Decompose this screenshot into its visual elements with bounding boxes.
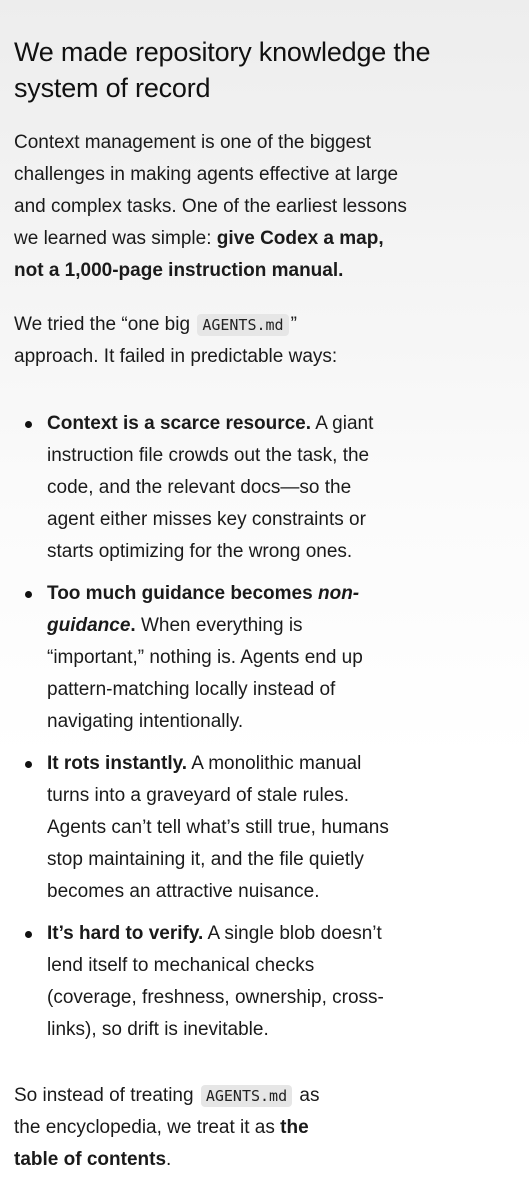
- conclusion-text-middle: as the encyclopedia, we treat it as: [14, 1085, 320, 1138]
- agents-md-code: AGENTS.md: [197, 314, 288, 336]
- tried-paragraph: [14, 309, 344, 373]
- intro-paragraph: [14, 127, 414, 287]
- list-item-text: [47, 408, 402, 568]
- list-item-body: A monolithic manual turns into a graveyard of stale rules. Agents can’t tell what’s still true, humans stop maintaining it, and the file quietly becomes an attractive nuisance.: [47, 753, 389, 902]
- bullet-dot-icon: [25, 591, 32, 598]
- bullet-dot-icon: [25, 931, 32, 938]
- failure-list: [14, 408, 515, 1046]
- conclusion-paragraph: [14, 1080, 344, 1176]
- list-item: [14, 748, 515, 908]
- tried-text-after: ” approach. It failed in predictable ways:: [14, 314, 338, 367]
- conclusion-text-before: So instead of treating: [14, 1085, 199, 1106]
- conclusion-text-end: .: [166, 1149, 172, 1170]
- bullet-dot-icon: [25, 421, 32, 428]
- list-item-text: [47, 918, 407, 1046]
- list-item-text: [47, 578, 367, 738]
- bullet-dot-icon: [25, 761, 32, 768]
- list-item-bold-end: .: [130, 615, 136, 636]
- list-item-body: A single blob doesn’t lend itself to mechanical checks (coverage, freshness, ownership, cross-links), so drift is inevitable.: [47, 923, 384, 1040]
- section-heading: We made repository knowledge the system of record: [14, 37, 431, 103]
- intro-text: Context management is one of the biggest challenges in making agents effective at large and complex tasks. One of the earliest lessons we learned was simple:: [14, 132, 407, 249]
- agents-md-code: AGENTS.md: [201, 1085, 292, 1107]
- list-item-body: A giant instruction file crowds out the task, the code, and the relevant docs—so the agent either misses key constraints or starts optimizing for the wrong ones.: [47, 413, 374, 562]
- list-item-italic: non-guidance: [47, 583, 360, 636]
- list-item-bold: Too much guidance becomes: [47, 583, 318, 604]
- intro-bold-text: give Codex a map, not a 1,000-page instruction manual.: [14, 228, 384, 281]
- list-item-text: [47, 748, 407, 908]
- tried-text-before: We tried the “one big: [14, 314, 196, 335]
- list-item: [14, 408, 515, 568]
- list-item-bold: It’s hard to verify.: [47, 923, 204, 944]
- list-item: [14, 918, 515, 1046]
- list-item-bold: It rots instantly.: [47, 753, 188, 774]
- list-item: [14, 578, 515, 738]
- list-item-body: When everything is “important,” nothing is. Agents end up pattern-matching locally instead of navigating intentionally.: [47, 615, 363, 732]
- list-item-bold: Context is a scarce resource.: [47, 413, 312, 434]
- conclusion-bold-text: the table of contents: [14, 1117, 309, 1170]
